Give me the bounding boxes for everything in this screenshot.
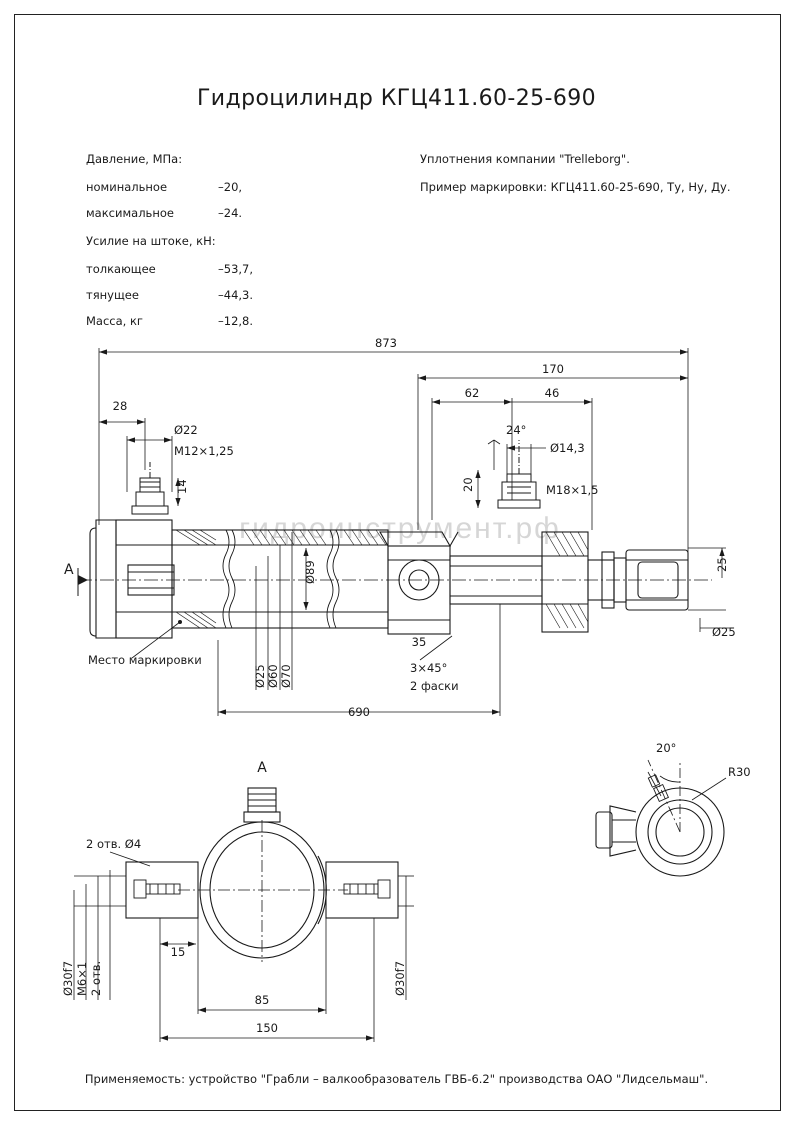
right-port bbox=[498, 440, 540, 508]
section-label-a: А bbox=[64, 562, 74, 578]
dim-62-46 bbox=[432, 398, 592, 530]
dim-text-chamfer1: 3×45° bbox=[410, 661, 448, 675]
spec-label-4: толкающее bbox=[86, 262, 156, 276]
watermark: гидроинструмент.рф bbox=[239, 512, 561, 545]
cylinder-assembly bbox=[78, 520, 712, 638]
spec-right-1: Пример маркировки: КГЦ411.60-25-690, Ту, Ну, Ду. bbox=[420, 180, 731, 194]
dim-text-20deg: 20° bbox=[656, 741, 677, 755]
spec-value-6: –12,8. bbox=[218, 314, 254, 328]
dim-text-62: 62 bbox=[464, 386, 480, 400]
spec-label-0: Давление, МПа: bbox=[86, 152, 183, 166]
dim-text-25-right: 25 bbox=[715, 557, 729, 572]
spec-label-5: тянущее bbox=[86, 288, 139, 302]
view-a-clamp bbox=[126, 788, 398, 962]
dim-24-deg bbox=[488, 440, 500, 470]
spec-label-1: номинальное bbox=[86, 180, 168, 194]
dim-text-phi25: Ø25 bbox=[253, 664, 267, 688]
dim-text-m12: M12×1,25 bbox=[174, 444, 234, 458]
dim-text-170: 170 bbox=[542, 362, 564, 376]
rod-eye-detail bbox=[596, 760, 726, 876]
dim-text-20: 20 bbox=[461, 477, 475, 492]
spec-label-6: Масса, кг bbox=[86, 314, 143, 328]
dim-text-chamfer2: 2 фаски bbox=[410, 679, 459, 693]
view-a-dims bbox=[74, 852, 414, 1042]
page-title: Гидроцилиндр КГЦ411.60-25-690 bbox=[196, 86, 597, 111]
dim-28 bbox=[99, 418, 145, 470]
spec-label-3: Усилие на штоке, кН: bbox=[86, 234, 216, 248]
dim-text-phi14-3: Ø14,3 bbox=[550, 441, 585, 455]
dim-text-phi89: Ø89 bbox=[303, 560, 317, 584]
dim-text-150: 150 bbox=[256, 1021, 278, 1035]
dim-text-phi60: Ø60 bbox=[266, 664, 280, 688]
dim-text-phi25-right: Ø25 bbox=[712, 625, 736, 639]
dim-text-690: 690 bbox=[348, 705, 370, 719]
spec-value-4: –53,7, bbox=[218, 262, 254, 276]
footer-note: Применяемость: устройство "Грабли – валкообразователь ГВБ-6.2" производства ОАО "Лидсельмаш". bbox=[84, 1072, 709, 1086]
dim-text-46: 46 bbox=[544, 386, 560, 400]
dim-text-15: 15 bbox=[170, 945, 186, 959]
callout-marking-place: Место маркировки bbox=[88, 653, 202, 667]
dim-text-873: 873 bbox=[375, 336, 397, 350]
dim-phi14-3 bbox=[507, 444, 546, 474]
dim-20 bbox=[475, 470, 480, 508]
spec-value-2: –24. bbox=[218, 206, 243, 220]
dim-text-m18: M18×1,5 bbox=[546, 483, 599, 497]
dim-text-phi22: Ø22 bbox=[174, 423, 198, 437]
dim-text-28: 28 bbox=[112, 399, 128, 413]
view-a-title: А bbox=[257, 760, 267, 776]
dim-text-35: 35 bbox=[411, 635, 427, 649]
callout-holes2: 2 отв. bbox=[89, 960, 103, 996]
spec-value-1: –20, bbox=[218, 180, 243, 194]
dim-text-phi70: Ø70 bbox=[279, 664, 293, 688]
dim-text-m6: M6×1 bbox=[75, 961, 89, 996]
spec-right-0: Уплотнения компании "Trelleborg". bbox=[420, 152, 630, 166]
dim-text-85: 85 bbox=[254, 993, 270, 1007]
dim-text-r30: R30 bbox=[728, 765, 751, 779]
dim-text-phi30f7-right: Ø30f7 bbox=[393, 960, 407, 996]
spec-value-5: –44,3. bbox=[218, 288, 254, 302]
dim-text-phi30f7-left: Ø30f7 bbox=[61, 960, 75, 996]
dim-text-14: 14 bbox=[175, 479, 189, 494]
left-port bbox=[132, 462, 168, 514]
spec-label-2: максимальное bbox=[86, 206, 174, 220]
section-arrow-a bbox=[78, 568, 88, 596]
dim-690 bbox=[218, 604, 500, 716]
callout-holes: 2 отв. Ø4 bbox=[86, 837, 142, 851]
dim-text-24deg: 24° bbox=[506, 423, 527, 437]
